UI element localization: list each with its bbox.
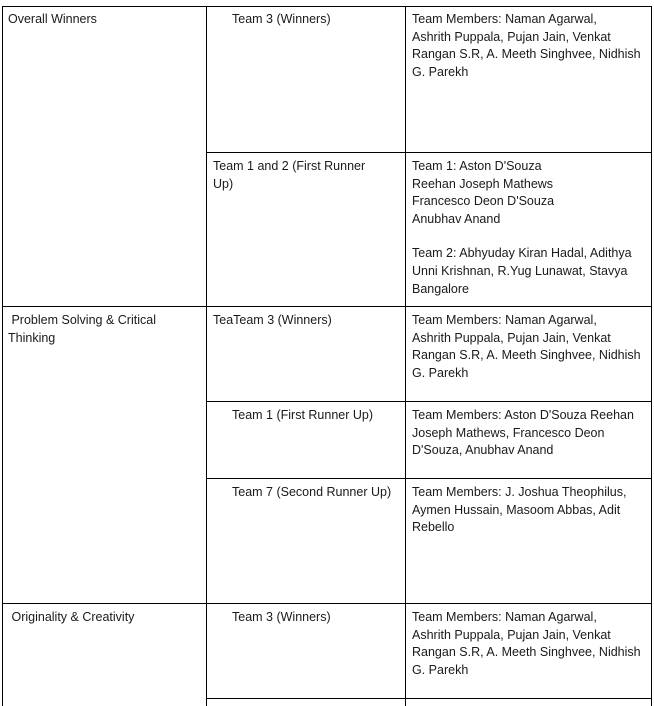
- members-line: Team Members: J. Joshua Theophilus,: [412, 485, 627, 499]
- members-line: Team Members: Aston D'Souza Reehan: [412, 408, 634, 422]
- team-label: Team 3 (Winners): [232, 12, 331, 26]
- members-line: Rangan S.R, A. Meeth Singhvee, Nidhish: [412, 645, 641, 660]
- team-label: Team 7 (Second Runner Up): [232, 485, 392, 499]
- members-line: Team Members: Naman Agarwal,: [412, 610, 597, 624]
- members-line: Team 1: Aston D'Souza: [412, 159, 542, 173]
- table-border-right: [651, 6, 652, 706]
- members-line: Anubhav Anand: [412, 211, 501, 226]
- members-line: Ashrith Puppala, Pujan Jain, Venkat: [412, 330, 611, 345]
- row-divider: [206, 698, 652, 699]
- column-divider-2: [405, 6, 406, 706]
- team-label: Team 1 (First Runner Up): [232, 408, 374, 422]
- members-line: Bangalore: [412, 281, 469, 296]
- team-cell: [213, 312, 332, 330]
- members-line: Ashrith Puppala, Pujan Jain, Venkat: [412, 627, 611, 642]
- row-divider: [2, 603, 652, 604]
- row-divider: [206, 152, 652, 153]
- members-cell: [412, 312, 641, 382]
- members-cell: [412, 609, 641, 679]
- team-cell: [232, 407, 373, 425]
- members-line: Team Members: Naman Agarwal,: [412, 313, 597, 327]
- members-cell: [412, 158, 632, 298]
- team-cell: [232, 11, 331, 29]
- row-divider: [2, 306, 652, 307]
- team-label: TeaTeam 3 (Winners): [213, 313, 332, 327]
- members-line: Rebello: [412, 520, 455, 535]
- results-table: [2, 6, 652, 706]
- row-divider: [206, 478, 652, 479]
- paragraph-gap: [412, 228, 632, 245]
- category-label: Problem Solving & Critical: [8, 313, 156, 327]
- team-label: Team 1 and 2 (First Runner: [213, 159, 366, 173]
- members-cell: [412, 11, 641, 81]
- members-line: Reehan Joseph Mathews: [412, 176, 554, 191]
- category-cell: [8, 11, 97, 29]
- category-cell: [8, 609, 134, 627]
- members-cell: [412, 484, 626, 537]
- team-label: Up): [213, 176, 234, 191]
- members-line: G. Parekh: [412, 64, 469, 79]
- category-label: Thinking: [8, 330, 56, 345]
- members-line: D'Souza, Anubhav Anand: [412, 443, 554, 458]
- members-line: Francesco Deon D'Souza: [412, 194, 555, 209]
- column-divider-1: [206, 6, 207, 706]
- members-line: Team 2: Abhyuday Kiran Hadal, Adithya: [412, 246, 632, 261]
- members-line: G. Parekh: [412, 365, 469, 380]
- members-line: Aymen Hussain, Masoom Abbas, Adit: [412, 502, 621, 517]
- team-cell: [232, 484, 391, 502]
- members-line: G. Parekh: [412, 662, 469, 677]
- members-line: Ashrith Puppala, Pujan Jain, Venkat: [412, 29, 611, 44]
- members-line: Joseph Mathews, Francesco Deon: [412, 425, 605, 440]
- team-label: Team 3 (Winners): [232, 610, 331, 624]
- row-divider: [206, 401, 652, 402]
- members-line: Rangan S.R, A. Meeth Singhvee, Nidhish: [412, 348, 641, 363]
- category-label: Overall Winners: [8, 12, 97, 26]
- table-border-top: [2, 6, 652, 7]
- members-line: Rangan S.R, A. Meeth Singhvee, Nidhish: [412, 47, 641, 62]
- category-cell: [8, 312, 156, 347]
- members-line: Unni Krishnan, R.Yug Lunawat, Stavya: [412, 263, 628, 278]
- category-label: Originality & Creativity: [8, 610, 135, 624]
- table-border-left: [2, 6, 3, 706]
- team-cell: [232, 609, 331, 627]
- team-cell: [213, 158, 365, 193]
- members-line: Team Members: Naman Agarwal,: [412, 12, 597, 26]
- members-cell: [412, 407, 634, 460]
